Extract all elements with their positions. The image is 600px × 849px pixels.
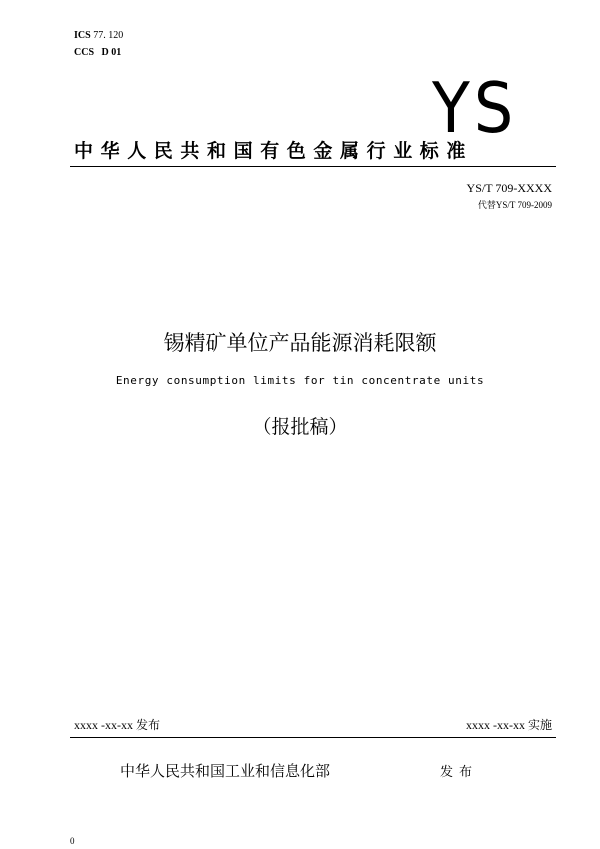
ics-code xyxy=(74,30,123,41)
issuer-heading: 中华人民共和国有色金属行业标准 xyxy=(74,140,474,162)
document-title-english: Energy consumption limits for tin concentrate units xyxy=(115,374,485,387)
ics-value: 77. 120 xyxy=(93,30,124,41)
standard-number: YS/T 709-XXXX xyxy=(466,181,552,195)
page-number: 0 xyxy=(70,836,75,846)
ccs-label: CCS xyxy=(74,47,95,58)
issuing-ministry: 中华人民共和国工业和信息化部 xyxy=(120,762,331,780)
document-title-chinese: 锡精矿单位产品能源消耗限额 xyxy=(163,331,437,355)
draft-status: （报批稿） xyxy=(252,417,348,438)
replaces-standard: 代替YS/T 709-2009 xyxy=(477,200,552,210)
publish-date: xxxx -xx-xx 发布 xyxy=(74,718,160,732)
header-divider xyxy=(70,166,556,167)
ys-logo: YS xyxy=(432,67,518,150)
publish-label: 发布 xyxy=(440,765,479,780)
ccs-value: D 01 xyxy=(101,47,122,58)
implementation-date: xxxx -xx-xx 实施 xyxy=(466,718,552,732)
footer-divider xyxy=(70,737,556,738)
ics-label: ICS xyxy=(74,30,91,41)
ccs-code xyxy=(74,47,121,58)
